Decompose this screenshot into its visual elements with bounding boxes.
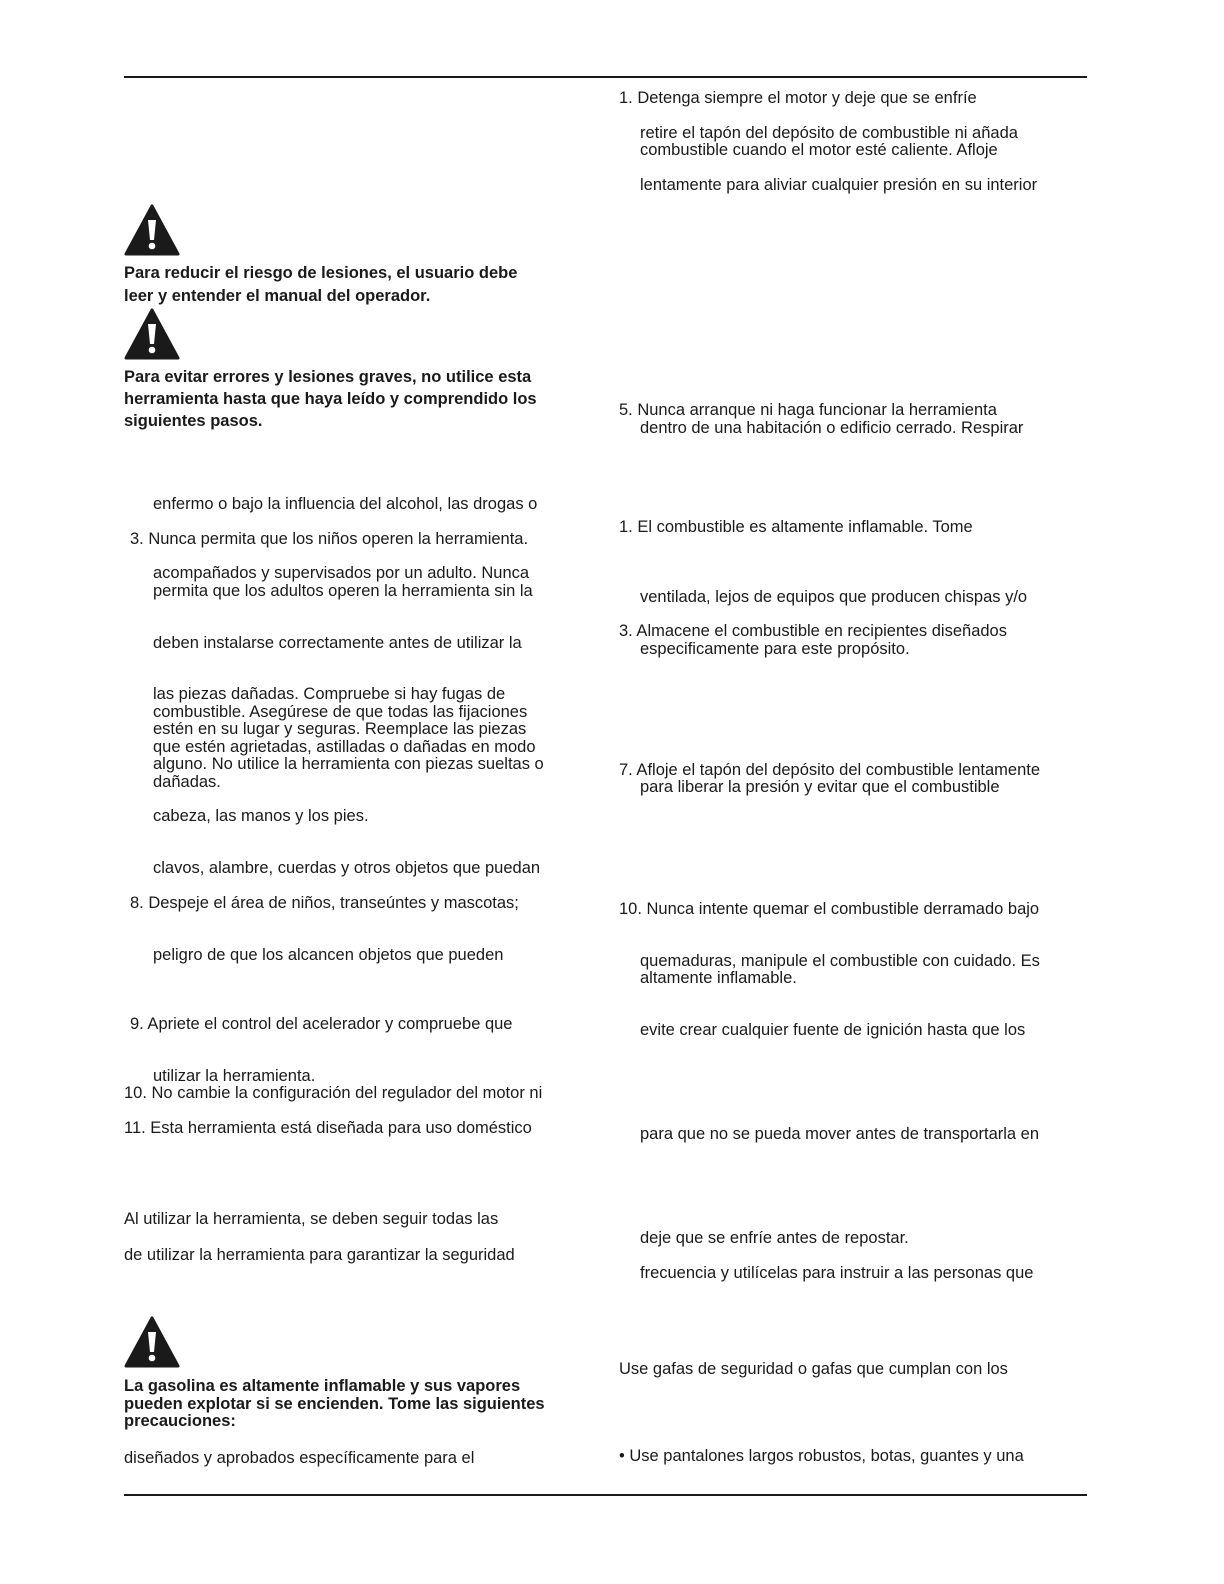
fuel-rule-2-continuation: ventilada, lejos de equipos que producen chispas y/o: [640, 588, 1028, 606]
rule-6-continuation: cabeza, las manos y los pies.: [153, 807, 369, 825]
fuel-rule-7-line-2: para liberar la presión y evitar que el combustible: [640, 778, 1000, 796]
fuel-rule-12-continuation: para que no se pueda mover antes de transportarla en: [640, 1125, 1040, 1143]
fuel-rule-11-continuation: evite crear cualquier fuente de ignición hasta que los: [640, 1021, 1026, 1039]
bottom-rule: [124, 1494, 1087, 1496]
rule-2-continuation: enfermo o bajo la influencia del alcohol, las drogas o: [153, 495, 538, 513]
warning-text-3-line-1: La gasolina es altamente inflamable y sus vapores: [124, 1377, 521, 1395]
ppe-rule-2: • Use pantalones largos robustos, botas, guantes y una: [619, 1447, 1024, 1465]
fuel-rule-14-continuation: frecuencia y utilícelas para instruir a las personas que: [640, 1264, 1034, 1282]
rule-5-continuation-line-1: las piezas dañadas. Compruebe si hay fugas de: [153, 685, 506, 703]
fuel-rule-10: 10. Nunca intente quemar el combustible derramado bajo: [619, 900, 1040, 918]
warning-text-3-line-2: pueden explotar si se encienden. Tome las siguientes: [124, 1395, 545, 1413]
rule-5-continuation-line-2: combustible. Asegúrese de que todas las fijaciones: [153, 703, 528, 721]
engine-rule-1-continuation-line-2: combustible cuando el motor esté caliente. Afloje: [640, 141, 998, 159]
rule-3-continuation-line-2: permita que los adultos operen la herramienta sin la: [153, 582, 533, 600]
warning-text-2-line-1: Para evitar errores y lesiones graves, no utilice esta: [124, 368, 532, 386]
engine-rule-1-continuation-line-1: retire el tapón del depósito de combustible ni añada: [640, 124, 1018, 142]
warning-text-2-line-3: siguientes pasos.: [124, 412, 263, 430]
warning-triangle-icon: [124, 308, 180, 360]
engine-rule-5-line-1: 5. Nunca arranque ni haga funcionar la herramienta: [619, 401, 997, 419]
warning-text-1-line-2: leer y entender el manual del operador.: [124, 287, 431, 305]
engine-rule-1: 1. Detenga siempre el motor y deje que se enfríe: [619, 89, 977, 107]
rule-5-continuation-line-4: que estén agrietadas, astilladas o dañadas en modo: [153, 738, 536, 756]
fuel-rule-10-continuation-line-2: altamente inflamable.: [640, 969, 797, 987]
rule-5-continuation-line-3: estén en su lugar y seguras. Reemplace las piezas: [153, 720, 527, 738]
top-rule: [124, 76, 1087, 78]
fuel-rule-1: 1. El combustible es altamente inflamable. Tome: [619, 518, 973, 536]
paragraph-line-1: Al utilizar la herramienta, se deben seguir todas las: [124, 1210, 499, 1228]
rule-9-continuation: utilizar la herramienta.: [153, 1067, 316, 1085]
rule-5-continuation-line-6: dañadas.: [153, 773, 221, 791]
fuel-rule-3-line-2: especificamente para este propósito.: [640, 640, 910, 658]
warning-text-1-line-1: Para reducir el riesgo de lesiones, el usuario debe: [124, 264, 518, 282]
engine-rule-1-continuation-line-3: lentamente para aliviar cualquier presión en su interior: [640, 176, 1038, 194]
fuel-rule-continuation: diseñados y aprobados específicamente para el: [124, 1449, 475, 1467]
fuel-rule-10-continuation-line-1: quemaduras, manipule el combustible con cuidado. Es: [640, 952, 1040, 970]
rule-10: 10. No cambie la configuración del regulador del motor ni: [124, 1084, 543, 1102]
engine-rule-5-line-2: dentro de una habitación o edificio cerrado. Respirar: [640, 419, 1024, 437]
rule-8-continuation: peligro de que los alcancen objetos que pueden: [153, 946, 504, 964]
rule-4-continuation: deben instalarse correctamente antes de utilizar la: [153, 634, 522, 652]
fuel-rule-3-line-1: 3. Almacene el combustible en recipientes diseñados: [619, 622, 1007, 640]
ppe-rule-1: Use gafas de seguridad o gafas que cumplan con los: [619, 1360, 1008, 1378]
rule-9: 9. Apriete el control del acelerador y compruebe que: [130, 1015, 513, 1033]
fuel-rule-7-line-1: 7. Afloje el tapón del depósito del combustible lentamente: [619, 761, 1041, 779]
rule-3: 3. Nunca permita que los niños operen la herramienta.: [130, 530, 529, 548]
fuel-rule-13-continuation: deje que se enfríe antes de repostar.: [640, 1229, 909, 1247]
rule-8: 8. Despeje el área de niños, transeúntes y mascotas;: [130, 894, 519, 912]
paragraph-line-2: de utilizar la herramienta para garantizar la seguridad: [124, 1246, 515, 1264]
rule-11: 11. Esta herramienta está diseñada para uso doméstico: [124, 1119, 532, 1137]
warning-text-3-line-3: precauciones:: [124, 1412, 236, 1430]
warning-triangle-icon: [124, 1316, 180, 1368]
rule-5-continuation-line-5: alguno. No utilice la herramienta con piezas sueltas o: [153, 755, 544, 773]
rule-3-continuation-line-1: acompañados y supervisados por un adulto. Nunca: [153, 564, 530, 582]
warning-text-2-line-2: herramienta hasta que haya leído y comprendido los: [124, 390, 537, 408]
rule-7-continuation: clavos, alambre, cuerdas y otros objetos que puedan: [153, 859, 541, 877]
warning-triangle-icon: [124, 204, 180, 256]
